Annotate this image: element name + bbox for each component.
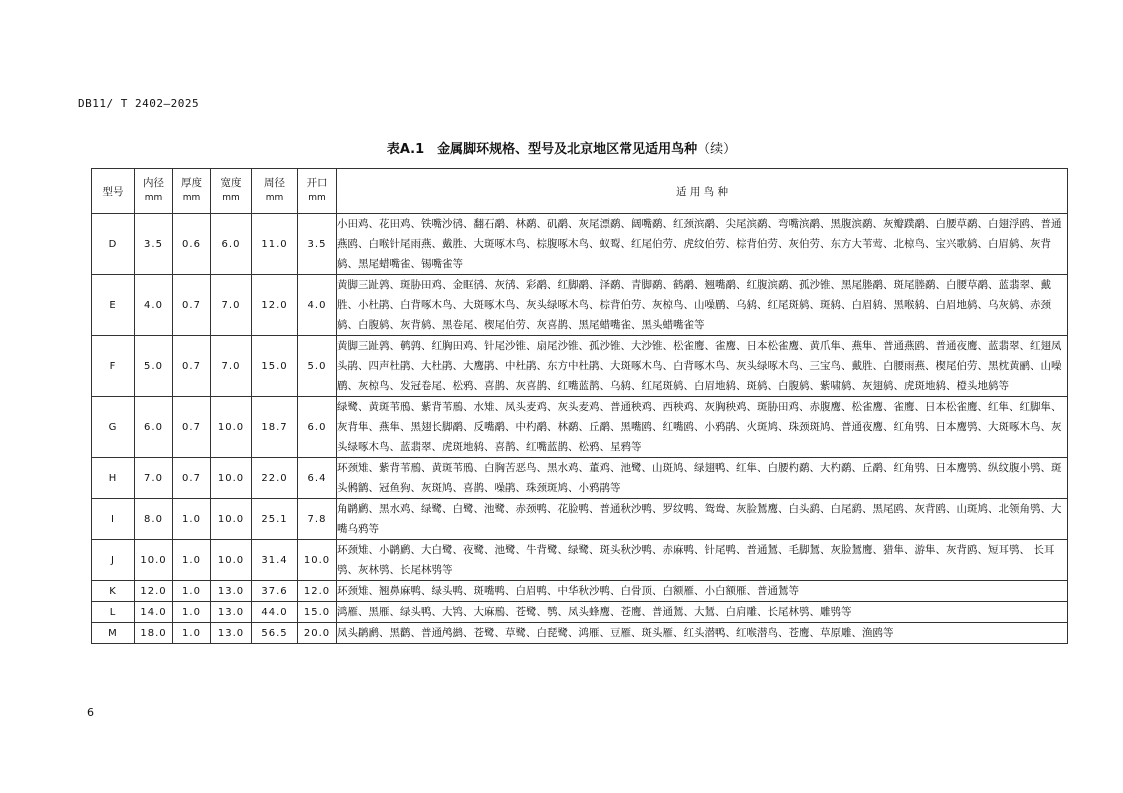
cell-thickness: 1.0 <box>173 623 211 644</box>
cell-circumference: 12.0 <box>252 275 298 336</box>
cell-width: 10.0 <box>211 540 252 581</box>
table-row <box>92 623 1068 644</box>
header-width-label: 宽度 <box>220 177 242 189</box>
cell-species: 绿鹭、黄斑苇鳽、紫背苇鳽、水雉、凤头麦鸡、灰头麦鸡、普通秧鸡、西秧鸡、灰胸秧鸡、斑胁田鸡、赤腹鹰、松雀鹰、雀鹰、日本松雀鹰、红隼、红脚隼、灰背隼、燕隼、黑翅长脚鹬、反嘴鹬、中杓鹬、林鹬、丘鹬、黑嘴鸥、红嘴鸥、小鸦鹃、火斑鸠、珠颈斑鸠、普通夜鹰、红角鸮、日本鹰鸮、大斑啄木鸟、灰头绿啄木鸟、蓝翡翠、虎斑地鸫、喜鹊、红嘴蓝鹊、松鸦、星鸦等 <box>337 397 1068 458</box>
header-inner <box>135 169 173 214</box>
ring-spec-table <box>91 168 1068 644</box>
header-circumference <box>252 169 298 214</box>
cell-species: 黄脚三趾鹑、斑胁田鸡、金眶鸻、灰鸻、彩鹬、红脚鹬、泽鹬、青脚鹬、鹤鹬、翘嘴鹬、红腹滨鹬、孤沙锥、黑尾塍鹬、斑尾塍鹬、白腰草鹬、蓝翡翠、戴胜、小杜鹃、白背啄木鸟、大斑啄木鸟、灰头绿啄木鸟、棕背伯劳、灰椋鸟、山噪鹛、乌鸫、红尾斑鸫、斑鸫、白眉鸫、黑喉鸫、白眉地鸫、乌灰鸫、赤颈鸫、白腹鸫、灰背鸫、黑卷尾、楔尾伯劳、灰喜鹊、黑尾蜡嘴雀、黑头蜡嘴雀等 <box>337 275 1068 336</box>
cell-type: K <box>92 581 135 602</box>
cell-type: F <box>92 336 135 397</box>
cell-circumference: 31.4 <box>252 540 298 581</box>
cell-type: M <box>92 623 135 644</box>
table-row <box>92 275 1068 336</box>
cell-circumference: 22.0 <box>252 458 298 499</box>
cell-thickness: 1.0 <box>173 581 211 602</box>
header-species: 适 用 鸟 种 <box>337 169 1068 214</box>
table-row <box>92 214 1068 275</box>
cell-width: 10.0 <box>211 499 252 540</box>
cell-inner: 4.0 <box>135 275 173 336</box>
cell-opening: 3.5 <box>298 214 337 275</box>
cell-species: 环颈雉、紫背苇鳽、黄斑苇鳽、白胸苦恶鸟、黑水鸡、董鸡、池鹭、山斑鸠、绿翅鸭、红隼、白腰杓鹬、大杓鹬、丘鹬、红角鸮、日本鹰鸮、纵纹腹小鸮、斑头鸺鹠、冠鱼狗、灰斑鸠、喜鹊、噪鹃、珠颈斑鸠、小鸦鹃等 <box>337 458 1068 499</box>
table-row <box>92 458 1068 499</box>
cell-opening: 10.0 <box>298 540 337 581</box>
table-body <box>92 214 1068 644</box>
cell-opening: 6.4 <box>298 458 337 499</box>
cell-width: 13.0 <box>211 581 252 602</box>
cell-width: 10.0 <box>211 458 252 499</box>
cell-opening: 5.0 <box>298 336 337 397</box>
cell-opening: 15.0 <box>298 602 337 623</box>
header-thickness-label: 厚度 <box>181 177 202 189</box>
cell-inner: 7.0 <box>135 458 173 499</box>
cell-type: J <box>92 540 135 581</box>
cell-thickness: 0.7 <box>173 336 211 397</box>
header-row <box>92 169 1068 214</box>
header-opening-unit: mm <box>308 193 326 203</box>
cell-type: E <box>92 275 135 336</box>
table-row <box>92 540 1068 581</box>
table-title-text: 表A.1 金属脚环规格、型号及北京地区常见适用鸟种 <box>386 142 698 157</box>
header-circumference-label: 周径 <box>264 177 285 189</box>
table-row <box>92 336 1068 397</box>
cell-type: D <box>92 214 135 275</box>
cell-circumference: 37.6 <box>252 581 298 602</box>
cell-inner: 18.0 <box>135 623 173 644</box>
header-width-unit: mm <box>222 193 240 203</box>
table-title <box>0 138 1123 157</box>
document-id: DB11/ T 2402—2025 <box>78 97 200 110</box>
cell-thickness: 1.0 <box>173 602 211 623</box>
header-inner-label: 内径 <box>143 177 164 189</box>
cell-inner: 10.0 <box>135 540 173 581</box>
cell-type: L <box>92 602 135 623</box>
cell-inner: 14.0 <box>135 602 173 623</box>
cell-species: 凤头䴙䴘、黑鹳、普通鸬鹚、苍鹭、草鹭、白琵鹭、鸿雁、豆雁、斑头雁、红头潜鸭、红喉潜鸟、苍鹰、草原雕、渔鸥等 <box>337 623 1068 644</box>
table-row <box>92 602 1068 623</box>
cell-width: 13.0 <box>211 602 252 623</box>
cell-thickness: 0.6 <box>173 214 211 275</box>
cell-thickness: 1.0 <box>173 540 211 581</box>
cell-species: 黄脚三趾鹑、鹌鹑、红胸田鸡、针尾沙锥、扇尾沙锥、孤沙锥、大沙锥、松雀鹰、雀鹰、日本松雀鹰、黄爪隼、燕隼、普通燕鸥、普通夜鹰、蓝翡翠、红翅凤头鹃、四声杜鹃、大杜鹃、大鹰鹃、中杜鹃、东方中杜鹃、大斑啄木鸟、白背啄木鸟、灰头绿啄木鸟、三宝鸟、戴胜、白腰雨燕、楔尾伯劳、黑枕黄鹂、山噪鹛、灰椋鸟、发冠卷尾、松鸦、喜鹊、灰喜鹊、红嘴蓝鹊、乌鸫、红尾斑鸫、白眉地鸫、斑鸫、白腹鸫、紫啸鸫、灰翅鸫、虎斑地鸫、橙头地鸫等 <box>337 336 1068 397</box>
cell-circumference: 18.7 <box>252 397 298 458</box>
cell-circumference: 25.1 <box>252 499 298 540</box>
header-circumference-unit: mm <box>265 193 284 203</box>
cell-thickness: 0.7 <box>173 275 211 336</box>
cell-width: 6.0 <box>211 214 252 275</box>
header-opening-label: 开口 <box>306 177 328 189</box>
cell-inner: 6.0 <box>135 397 173 458</box>
cell-species: 角䴙䴘、黑水鸡、绿鹭、白鹭、池鹭、赤颈鸭、花脸鸭、普通秋沙鸭、罗纹鸭、鸳鸯、灰脸鵟鹰、白头鹞、白尾鹞、黑尾鸥、灰背鸥、山斑鸠、北领角鸮、大嘴乌鸦等 <box>337 499 1068 540</box>
cell-width: 7.0 <box>211 336 252 397</box>
cell-thickness: 1.0 <box>173 499 211 540</box>
header-thickness-unit: mm <box>182 193 201 203</box>
cell-width: 13.0 <box>211 623 252 644</box>
cell-circumference: 11.0 <box>252 214 298 275</box>
header-opening <box>298 169 337 214</box>
table-title-continued: （续） <box>697 142 737 157</box>
cell-thickness: 0.7 <box>173 397 211 458</box>
cell-inner: 8.0 <box>135 499 173 540</box>
table-row <box>92 397 1068 458</box>
header-thickness <box>173 169 211 214</box>
cell-opening: 20.0 <box>298 623 337 644</box>
page-number: 6 <box>87 706 94 719</box>
cell-type: H <box>92 458 135 499</box>
cell-opening: 6.0 <box>298 397 337 458</box>
table-header <box>92 169 1068 214</box>
cell-circumference: 15.0 <box>252 336 298 397</box>
cell-inner: 5.0 <box>135 336 173 397</box>
cell-width: 7.0 <box>211 275 252 336</box>
table-row <box>92 581 1068 602</box>
cell-circumference: 56.5 <box>252 623 298 644</box>
cell-type: I <box>92 499 135 540</box>
cell-circumference: 44.0 <box>252 602 298 623</box>
cell-opening: 4.0 <box>298 275 337 336</box>
cell-inner: 12.0 <box>135 581 173 602</box>
cell-thickness: 0.7 <box>173 458 211 499</box>
table-row <box>92 499 1068 540</box>
cell-species: 小田鸡、花田鸡、铁嘴沙鸻、翻石鹬、林鹬、矶鹬、灰尾漂鹬、阔嘴鹬、红颈滨鹬、尖尾滨鹬、弯嘴滨鹬、黑腹滨鹬、灰瓣蹼鹬、白腰草鹬、白翅浮鸥、普通燕鸥、白喉针尾雨燕、戴胜、大斑啄木鸟、棕腹啄木鸟、蚁䴕、红尾伯劳、虎纹伯劳、棕背伯劳、灰伯劳、东方大苇莺、北椋鸟、宝兴歌鸫、白眉鸫、灰背鸫、黑尾蜡嘴雀、锡嘴雀等 <box>337 214 1068 275</box>
cell-type: G <box>92 397 135 458</box>
cell-species: 环颈雉、翘鼻麻鸭、绿头鸭、斑嘴鸭、白眉鸭、中华秋沙鸭、白骨顶、白额雁、小白额雁、普通鵟等 <box>337 581 1068 602</box>
cell-width: 10.0 <box>211 397 252 458</box>
cell-species: 环颈雉、小䴙䴘、大白鹭、夜鹭、池鹭、牛背鹭、绿鹭、斑头秋沙鸭、赤麻鸭、针尾鸭、普通鵟、毛脚鵟、灰脸鵟鹰、猎隼、游隼、灰背鸥、短耳鸮、 长耳鸮、灰林鸮、长尾林鸮等 <box>337 540 1068 581</box>
cell-opening: 12.0 <box>298 581 337 602</box>
cell-species: 鸿雁、黑雁、绿头鸭、大鸨、大麻鳽、苍鹭、鹗、凤头蜂鹰、苍鹰、普通鵟、大鵟、白肩雕、长尾林鸮、雕鸮等 <box>337 602 1068 623</box>
header-width <box>211 169 252 214</box>
header-inner-unit: mm <box>144 193 163 203</box>
header-type: 型号 <box>92 169 135 214</box>
cell-opening: 7.8 <box>298 499 337 540</box>
cell-inner: 3.5 <box>135 214 173 275</box>
